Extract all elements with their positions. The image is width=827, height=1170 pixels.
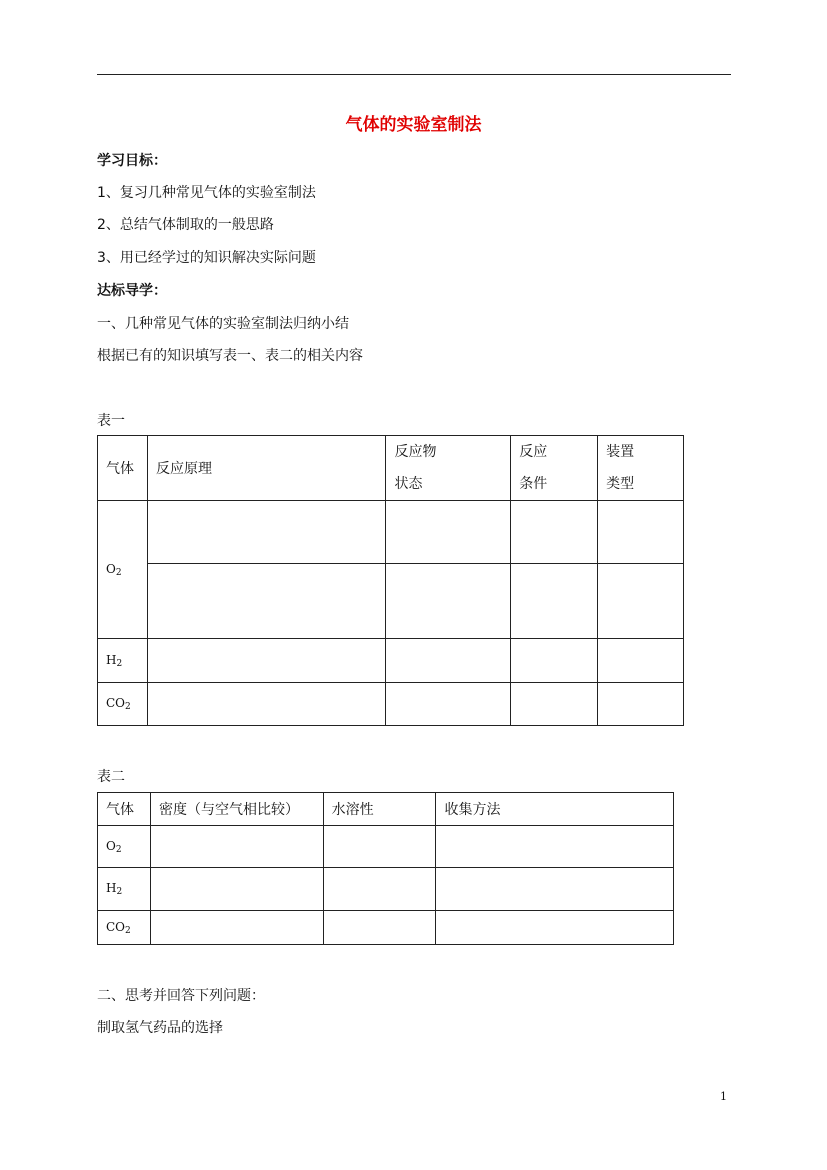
table-cell xyxy=(147,683,386,726)
table-cell xyxy=(323,868,436,911)
section1-instruction: 根据已有的知识填写表一、表二的相关内容 xyxy=(97,348,363,364)
table2 xyxy=(97,792,674,945)
table1-header-type: 类型 xyxy=(606,476,635,492)
objective-2: 2、总结气体制取的一般思路 xyxy=(97,217,274,233)
table1-gas-h2: $H_2$ xyxy=(98,639,148,683)
guide-heading: 达标导学： xyxy=(97,283,167,299)
table-cell xyxy=(598,639,684,683)
table2-gas-h2: $H_2$ xyxy=(98,868,151,911)
table1 xyxy=(97,435,684,726)
table1-caption: 表一 xyxy=(97,413,125,429)
table-cell xyxy=(511,683,598,726)
table-cell xyxy=(323,911,436,945)
table2-header-gas: 气体 xyxy=(98,793,151,826)
objective-1: 1、复习几种常见气体的实验室制法 xyxy=(97,185,316,201)
table-cell xyxy=(386,501,511,564)
table2-caption: 表二 xyxy=(97,769,125,785)
table-cell xyxy=(150,868,323,911)
table2-gas-o2: $O_2$ xyxy=(98,826,151,868)
table-row xyxy=(98,564,684,639)
objective-3: 3、用已经学过的知识解决实际问题 xyxy=(97,250,316,266)
table-cell xyxy=(386,639,511,683)
table1-header-gas: 气体 xyxy=(98,436,148,501)
table1-gas-o2: $O_2$ xyxy=(98,501,148,639)
table2-header-collection: 收集方法 xyxy=(436,793,674,826)
table2-gas-co2: $CO_2$ xyxy=(98,911,151,945)
table1-header-reaction-condition xyxy=(511,436,598,501)
page-number: 1 xyxy=(720,1090,727,1103)
section1-title: 一、几种常见气体的实验室制法归纳小结 xyxy=(97,316,349,332)
objectives-heading: 学习目标： xyxy=(97,153,167,169)
table-cell xyxy=(598,683,684,726)
table-cell xyxy=(150,826,323,868)
table-cell xyxy=(147,564,386,639)
table1-header-state: 状态 xyxy=(394,476,423,492)
section2-title: 二、思考并回答下列问题： xyxy=(97,988,265,1004)
table-cell xyxy=(511,564,598,639)
table2-header-density: 密度（与空气相比较） xyxy=(150,793,323,826)
table-row xyxy=(98,911,674,945)
table-cell xyxy=(323,826,436,868)
table-cell xyxy=(598,564,684,639)
table1-header-apparatus-type xyxy=(598,436,684,501)
table1-header-apparatus: 装置 xyxy=(606,444,635,460)
header-rule xyxy=(97,74,731,75)
table-cell xyxy=(386,564,511,639)
table-row xyxy=(98,826,674,868)
table-cell xyxy=(511,501,598,564)
table-cell xyxy=(598,501,684,564)
table1-header-reactant-state xyxy=(386,436,511,501)
table2-header-solubility: 水溶性 xyxy=(323,793,436,826)
table1-gas-co2: $CO_2$ xyxy=(98,683,148,726)
section2-subtitle: 制取氢气药品的选择 xyxy=(97,1020,223,1036)
table-cell xyxy=(150,911,323,945)
table1-header-condition: 条件 xyxy=(519,476,548,492)
table-row xyxy=(98,868,674,911)
table-cell xyxy=(386,683,511,726)
table-cell xyxy=(436,911,674,945)
page-title: 气体的实验室制法 xyxy=(345,115,482,135)
table-cell xyxy=(436,868,674,911)
table-row xyxy=(98,501,684,564)
table-cell xyxy=(147,501,386,564)
table1-header-principle: 反应原理 xyxy=(147,436,386,501)
table-cell xyxy=(511,639,598,683)
table1-header-reactant: 反应物 xyxy=(394,444,437,460)
table-row xyxy=(98,683,684,726)
table-cell xyxy=(436,826,674,868)
table-row xyxy=(98,639,684,683)
table-cell xyxy=(147,639,386,683)
table1-header-reaction: 反应 xyxy=(519,444,548,460)
